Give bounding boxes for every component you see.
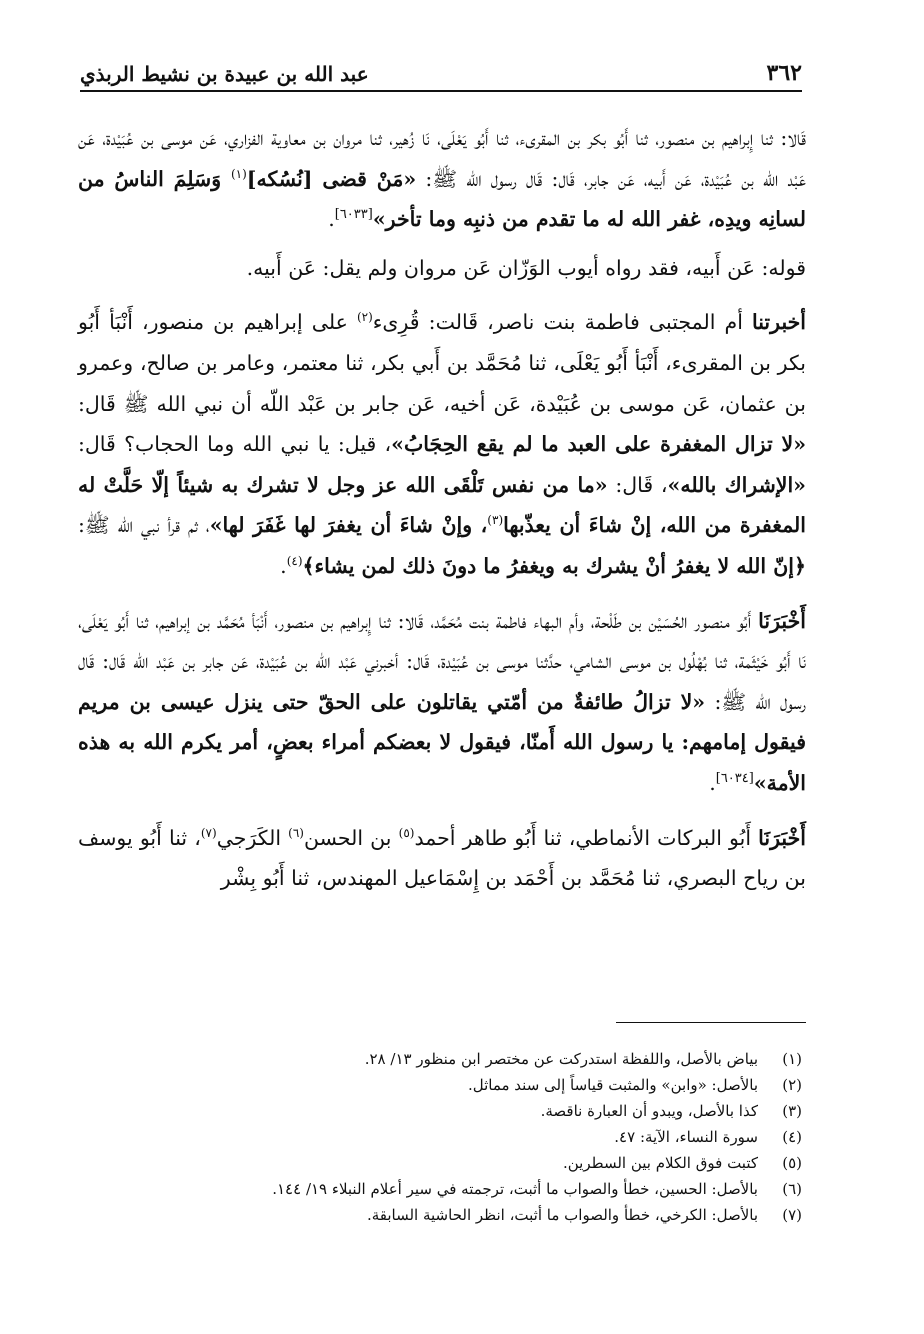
- footnote-number: (١): [782, 1050, 802, 1068]
- narration-text: أَبُو البركات الأنماطي، ثنا أَبُو طاهر أحمد: [414, 825, 759, 850]
- footnote: [80, 1098, 802, 1124]
- narration-text: قَالا: ثنا إِبراهيم بن منصور، ثنا أَبُو بكر بن المقرىء، ثنا أَبُو يَعْلَى، نَا زُهير، ثنا مروان بن معاوية الفزاري، عَن موسى بن عُبَيْدة، عَن عَبْد اللّه بن عُبَيْدة، عَن أَبيه، عَن جابر، قَال: قَال رسول الله ﷺ:: [78, 126, 807, 191]
- footnote-number: (٦): [782, 1180, 802, 1198]
- narration-text: بن الحسن: [303, 825, 399, 850]
- footnote-marker: (٧): [200, 825, 217, 840]
- hadith-text: «لا تزالُ طائفةٌ من أمّتي يقاتلون على الحقّ حتى ينزل عيسى بن مريم فيقول إمامهم: يا رسول الله أَمنّا، فيقول لا بعضكم أمراء بعضٍ، أمر يكرم الله به هذه الأمة»: [78, 689, 806, 795]
- paragraph-lead-word: أَخْبَرَنَا: [758, 608, 806, 633]
- footnote: [80, 1046, 802, 1072]
- narration-end: .: [280, 553, 287, 578]
- paragraph-3: [78, 302, 806, 586]
- paragraph-lead-word: أخبرتنا: [752, 310, 807, 335]
- paragraph-5: [78, 818, 806, 899]
- narration-text: الكَرَجي: [216, 825, 289, 850]
- footnote: [80, 1072, 802, 1098]
- hadith-text-continued: ، وإنْ شاءَ أن يغفرَ لها غَفَرَ لها»: [209, 513, 488, 538]
- narration-text-continued: ، ثنا أَبُو يوسف بن رياح البصري، ثنا مُحَمَّد بن أَحْمَد بن إِسْمَاعيل المهندس، ثنا أَبُو بِشْر: [78, 825, 806, 891]
- paragraph-lead-word: أَخْبَرَنَا: [758, 825, 806, 850]
- footnote-text: سورة النساء، الآية: ٤٧.: [614, 1128, 758, 1146]
- narration-end: .: [328, 207, 335, 232]
- hadith-text: «ما من نفس تَلْقَى الله عز وجل لا تشرك به شيئاً إلّا حَلَّتْ له المغفرة من الله، إنْ شاءَ أن يعذّبها: [78, 472, 806, 538]
- commentary-text: قوله: عَن أَبيه، فقد رواه أيوب الوَزّان عَن مروان ولم يقل: عَن أَبيه.: [246, 255, 806, 280]
- narration-end: .: [709, 770, 716, 795]
- running-title: عبد الله بن عبيدة بن نشيط الربذي: [80, 62, 369, 86]
- page-number: ٣٦٢: [766, 60, 802, 86]
- hadith-text-continued: وَسَلِمَ الناسُ من لسانِه ويدِه، غفر الله له ما تقدم من ذنبِه وما تأخر»: [78, 166, 806, 232]
- narration-text: ، قيل: يا نبي الله وما الحجاب؟ قَال:: [78, 432, 392, 457]
- hadith-text: «مَنْ قضى [نُسُكه]: [246, 166, 417, 191]
- footnote-number: (٥): [782, 1154, 802, 1172]
- hadith-text: «لا تزال المغفرة على العبد ما لم يقع الحِجَابُ»: [391, 432, 807, 457]
- footnote-marker: (٢): [356, 310, 373, 325]
- footnote-text: بياض بالأصل، واللفظة استدركت عن مختصر ابن منظور ١٣/ ٢٨.: [364, 1050, 758, 1068]
- hadith-reference-number: [٦٠٣٤]: [715, 771, 754, 787]
- footnotes: [80, 1046, 802, 1228]
- footnote-number: (٢): [782, 1076, 802, 1094]
- footnote-text: كذا بالأصل، ويبدو أن العبارة ناقصة.: [540, 1102, 758, 1120]
- main-text: [78, 118, 806, 907]
- footnote: [80, 1150, 802, 1176]
- paragraph-4: [78, 601, 806, 804]
- narration-text-continued: على إبراهيم بن منصور، أَنْبَأ أَبُو بكر بن المقرىء، أَنْبَأ أَبُو يَعْلَى، ثنا مُحَمَّد بن أَبي بكر، ثنا معتمر، وعامر بن صالح، وعمرو بن عثمان، عَن موسى بن عُبَيْدة، عَن أخيه، عَن جابر بن عَبْد اللّه أن نبي الله ﷺ قَال:: [78, 310, 806, 416]
- footnote-marker: (٣): [487, 513, 504, 528]
- footnote-number: (٣): [782, 1102, 802, 1120]
- quran-verse: ﴿إنّ الله لا يغفرُ أنْ يشرك به ويغفرُ ما دونَ ذلك لمن يشاء﴾: [302, 553, 806, 578]
- footnote-marker: (٦): [288, 825, 304, 840]
- narration-text: أم المجتبى فاطمة بنت ناصر، قَالت: قُرِىء: [372, 310, 752, 335]
- page-header: [80, 58, 802, 92]
- footnote-text: بالأصل: الكرخي، خطأ والصواب ما أثبت، انظر الحاشية السابقة.: [366, 1206, 758, 1224]
- footnote-separator: [616, 1022, 806, 1023]
- narration-text: أَبُو منصور الحُسَيْن بن طَلْحة، وأم البهاء فاطمة بنت مُحَمَّد، قَالا: ثنا إِبراهيم بن منصور، أَنْبَأ مُحَمَّد بن إبراهيم، ثنا أَبُو يَعْلَى، نَا أَبُو خَيْثَمة، ثنا بُهْلُول بن موسى الشامي، حدَّثنا موسى بن عُبَيْدة، قَال: أخبرني عَبْد اللّه بن عُبَيْدة، عَن جابر بن عَبْد اللّه قَال: قَال رسول الله ﷺ:: [78, 608, 806, 714]
- paragraph-1: [78, 118, 806, 240]
- narration-text: ، ثم قرأ نبي الله ﷺ:: [78, 513, 210, 538]
- footnote: [80, 1176, 802, 1202]
- footnote-marker: (١): [230, 166, 247, 181]
- paragraph-2: [78, 248, 806, 289]
- footnote-text: بالأصل: «وابن» والمثبت قياساً إلى سند مماثل.: [467, 1076, 758, 1094]
- hadith-reference-number: [٦٠٣٣]: [334, 207, 373, 223]
- footnote-marker: (٥): [398, 825, 415, 840]
- footnote-text: بالأصل: الحسين، خطأ والصواب ما أثبت، ترجمته في سير أعلام النبلاء ١٩/ ١٤٤.: [272, 1180, 758, 1198]
- footnote: [80, 1124, 802, 1150]
- footnote: [80, 1202, 802, 1228]
- footnote-text: كتبت فوق الكلام بين السطرين.: [563, 1154, 758, 1172]
- hadith-text: «الإشراك بالله»: [667, 472, 806, 497]
- footnote-number: (٧): [782, 1206, 802, 1224]
- narration-text: ، قَال:: [607, 472, 668, 497]
- footnote-number: (٤): [782, 1128, 802, 1146]
- footnote-marker: (٤): [286, 554, 303, 569]
